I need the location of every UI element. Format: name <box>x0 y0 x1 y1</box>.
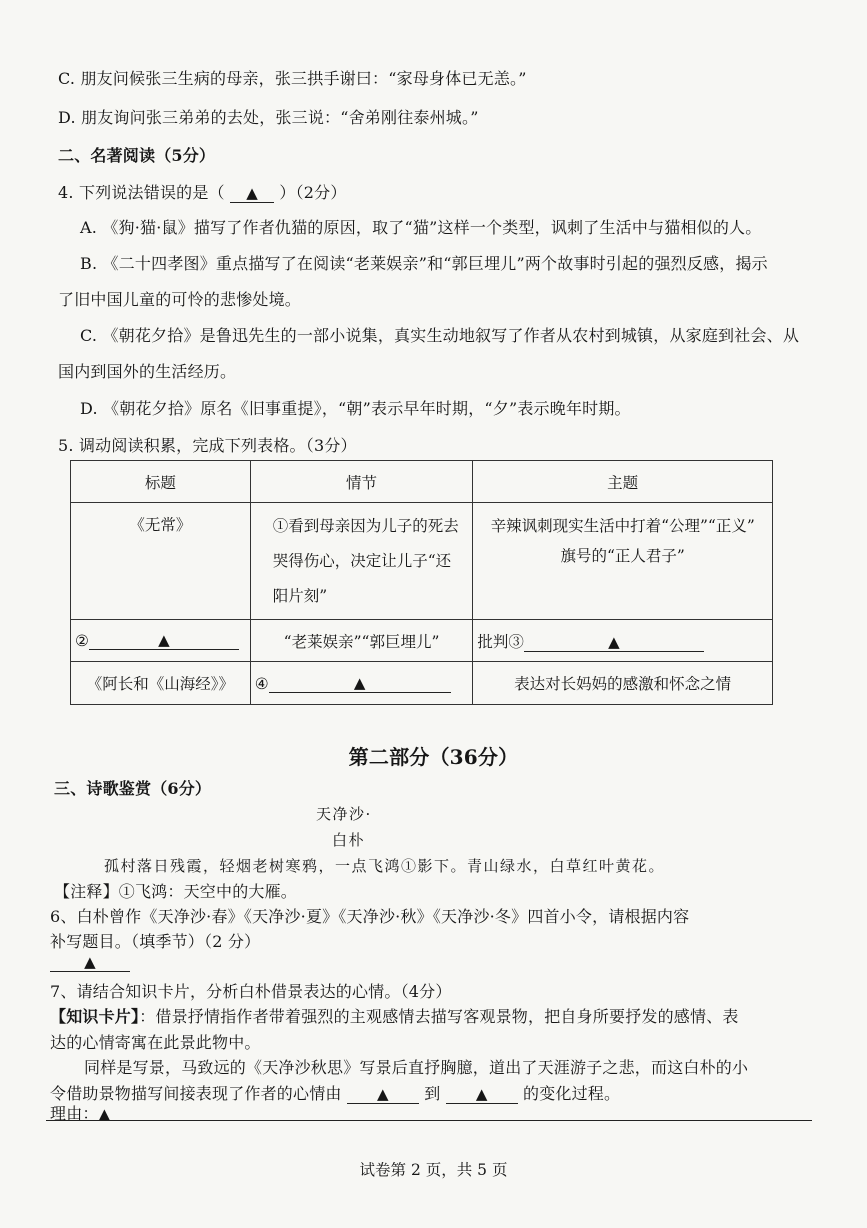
row2-plot: “老莱娱亲”“郭巨埋儿” <box>250 620 473 662</box>
reading-table <box>70 460 773 705</box>
q4-option-b-line2: 了旧中国儿童的可怜的悲惨处境。 <box>58 290 302 309</box>
section-3-title: 三、诗歌鉴赏（6分） <box>54 779 212 798</box>
answer-triangle: ▲ <box>246 184 258 202</box>
knowledge-card-line1: 【知识卡片】：借景抒情指作者带着强烈的主观感情去描写客观景物，把自身所要抒发的感情、表 <box>50 1007 739 1026</box>
mood-from-blank[interactable] <box>347 1085 419 1104</box>
knowledge-card-line3: 同样是写景，马致远的《天净沙秋思》写景后直抒胸臆，道出了天涯游子之悲，而这白朴的小 <box>84 1058 749 1077</box>
row2-theme-blank[interactable] <box>524 633 704 652</box>
section-2-title: 二、名著阅读（5分） <box>58 146 216 165</box>
poem-title: 天净沙· <box>316 805 372 823</box>
q4-option-a: A. 《狗·猫·鼠》描写了作者仇猫的原因，取了“猫”这样一个类型，讽刺了生活中与猫相似的人。 <box>80 218 762 237</box>
q4-option-b-line1: B. 《二十四孝图》重点描写了在阅读“老莱娱亲”和“郭巨埋儿”两个故事时引起的强烈反感，揭示 <box>80 254 768 273</box>
q7-stem: 7、请结合知识卡片，分析白朴借景表达的心情。（4分） <box>50 982 452 1001</box>
row3-plot-blank[interactable] <box>269 674 451 693</box>
row1-plot: ①看到母亲因为儿子的死去 哭得伤心，决定让儿子“还 阳片刻” <box>250 503 473 620</box>
poem-author: 白朴 <box>332 831 366 849</box>
poem-body: 孤村落日残霞，轻烟老树寒鸦，一点飞鸿①影下。青山绿水，白草红叶黄花。 <box>104 857 666 875</box>
knowledge-card-label: 【知识卡片】 <box>50 1007 140 1026</box>
q4-answer-blank[interactable] <box>230 184 274 203</box>
answer-triangle: ▲ <box>608 632 620 651</box>
q4-option-c-line1: C. 《朝花夕拾》是鲁迅先生的一部小说集，真实生动地叙写了作者从农村到城镇，从家庭到社会、从 <box>80 326 800 345</box>
row2-title-blank[interactable] <box>89 631 239 650</box>
poem-note: 【注释】①飞鸿：天空中的大雁。 <box>54 882 298 901</box>
row3-theme: 表达对长妈妈的感激和怀念之情 <box>473 662 773 705</box>
q6-answer-blank[interactable] <box>50 953 130 972</box>
q3-option-d: D. 朋友询问张三弟弟的去处，张三说：“舍弟刚往泰州城。” <box>58 108 479 127</box>
header-theme: 主题 <box>473 461 773 503</box>
q4-stem-pre: 4. 下列说法错误的是（ <box>58 183 225 202</box>
row1-theme: 辛辣讽刺现实生活中打着“公理”“正义” 旗号的“正人君子” <box>473 503 773 620</box>
q4-option-c-line2: 国内到国外的生活经历。 <box>58 362 237 381</box>
q6-stem-line2: 补写题目。（填季节）（2 分） <box>50 932 261 951</box>
header-title: 标题 <box>71 461 251 503</box>
answer-triangle: ▲ <box>377 1085 389 1103</box>
table-row <box>71 503 773 620</box>
row3-title: 《阿长和《山海经》》 <box>71 662 251 705</box>
answer-triangle: ▲ <box>84 953 96 971</box>
row1-title: 《无常》 <box>71 503 251 620</box>
answer-triangle: ▲ <box>158 631 170 649</box>
reason-label: 理由： <box>50 1104 99 1123</box>
knowledge-card-line2: 达的心情寄寓在此景此物中。 <box>50 1033 261 1052</box>
table-row <box>71 620 773 662</box>
page-footer: 试卷第 2 页，共 5 页 <box>359 1161 508 1179</box>
q6-stem-line1: 6、白朴曾作《天净沙·春》《天净沙·夏》《天净沙·秋》《天净沙·冬》四首小令，请根据内容 <box>50 907 690 926</box>
answer-triangle: ▲ <box>353 673 366 692</box>
table-row <box>71 662 773 705</box>
q3-option-c: C. 朋友问候张三生病的母亲，张三拱手谢曰：“家母身体已无恙。” <box>58 69 527 88</box>
mood-to-blank[interactable] <box>446 1085 518 1104</box>
answer-triangle: ▲ <box>98 1105 111 1123</box>
q4-stem <box>58 180 347 203</box>
row2-theme: 批判③ ▲ <box>473 620 773 662</box>
q6-answer-line <box>50 953 130 972</box>
q4-option-d: D. 《朝花夕拾》原名《旧事重提》，“朝”表示早年时期，“夕”表示晚年时期。 <box>80 399 631 418</box>
knowledge-card-line4: 令借助景物描写间接表现了作者的心情由 ▲ 到 ▲ 的变化过程。 <box>50 1084 621 1103</box>
row3-plot: ④ ▲ <box>250 662 473 705</box>
header-plot: 情节 <box>250 461 473 503</box>
table-header-row <box>71 461 773 503</box>
q4-stem-post: ）（2分） <box>279 183 347 202</box>
part-2-title: 第二部分（36分） <box>348 745 519 769</box>
q5-stem: 5. 调动阅读积累，完成下列表格。（3分） <box>58 436 357 455</box>
row2-title: ② ▲ <box>71 620 251 662</box>
answer-triangle: ▲ <box>475 1085 488 1103</box>
reason-underline <box>46 1120 812 1121</box>
